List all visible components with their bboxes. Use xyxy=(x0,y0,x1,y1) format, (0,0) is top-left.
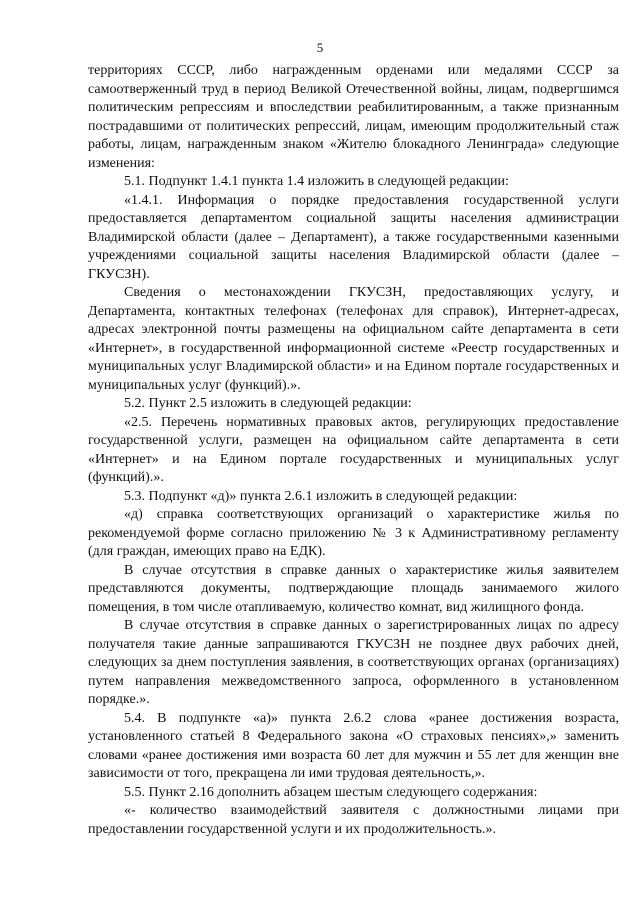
paragraph-housing-absent: В случае отсутствия в справке данных о характеристике жилья заявителем представляются документы, подтверждающие площадь занимаемого жилого помещения, в том числе отапливаемую, количество комнат, вид жилищного фонда. xyxy=(88,562,619,615)
paragraph-1-4-1: «1.4.1. Информация о порядке предоставления государственной услуги предоставляется департаментом социальной защиты населения администрации Владимирской области (далее – Департамент), а также государственными казенными учреждениями социальной защиты населения Владимирской области (далее – ГКУСЗН). xyxy=(88,192,619,282)
page-number: 5 xyxy=(316,40,324,55)
paragraph-5-5: 5.5. Пункт 2.16 дополнить абзацем шестым следующего содержания: xyxy=(124,784,538,800)
paragraph-5-3: 5.3. Подпункт «д)» пункта 2.6.1 изложить в следующей редакции: xyxy=(124,488,518,504)
paragraph-5-1: 5.1. Подпункт 1.4.1 пункта 1.4 изложить в следующей редакции: xyxy=(124,174,509,189)
paragraph-contacts-info: Сведения о местонахождении ГКУСЗН, предоставляющих услугу, и Департамента, контактных телефонах (телефонах для справок), Интернет-адресах, адресах электронной почты размещены на официальном сайте департамента в сети «Интернет», в государственной информационной системе «Реестр государственных и муниципальных услуг Владимирской области» и на Едином портале государственных и муниципальных услуг (функций).». xyxy=(88,285,619,393)
paragraph-interactions: «- количество взаимодействий заявителя с должностными лицами при предоставлении государственной услуги и их продолжительность.». xyxy=(88,803,619,837)
paragraph-5-2: 5.2. Пункт 2.5 изложить в следующей редакции: xyxy=(124,396,412,411)
paragraph-5-4: 5.4. В подпункте «а)» пункта 2.6.2 слова «ранее достижения возраста, установленного статьей 8 Федерального закона «О страховых пенсиях»,» заменить словами «ранее достижения ими возраста 60 лет для мужчин и 55 лет для женщин вне зависимости от того, прекращена ли ими трудовая деятельность,». xyxy=(88,710,619,781)
paragraph-registered-absent: В случае отсутствия в справке данных о зарегистрированных лицах по адресу получателя такие данные запрашиваются ГКУСЗН не позднее двух рабочих дней, следующих за днем поступления заявления, в соответствующих органах (организациях) путем направления межведомственного запроса, оформленного в установленном порядке.». xyxy=(88,618,619,707)
document-body xyxy=(88,62,619,839)
paragraph-intro-continuation: территориях СССР, либо награжденным орденами или медалями СССР за самоотверженный труд в период Великой Отечественной войны, лицам, подвергшимся политическим репрессиям и впоследствии реабилитированным, а также признанным пострадавшими от политических репрессий, лицам, имеющим продолжительный стаж работы, лицам, награжденным знаком «Жителю блокадного Ленинграда» следующие изменения: xyxy=(88,63,619,171)
paragraph-2-5: «2.5. Перечень нормативных правовых актов, регулирующих предоставление государственной услуги, размещен на официальном сайте департамента в сети «Интернет» и на Едином портале государственных и муниципальных услуг (функций).». xyxy=(88,414,619,485)
paragraph-subitem-d: «д) справка соответствующих организаций о характеристике жилья по рекомендуемой форме согласно приложению № 3 к Административному регламенту (для граждан, имеющих право на ЕДК). xyxy=(88,507,619,559)
